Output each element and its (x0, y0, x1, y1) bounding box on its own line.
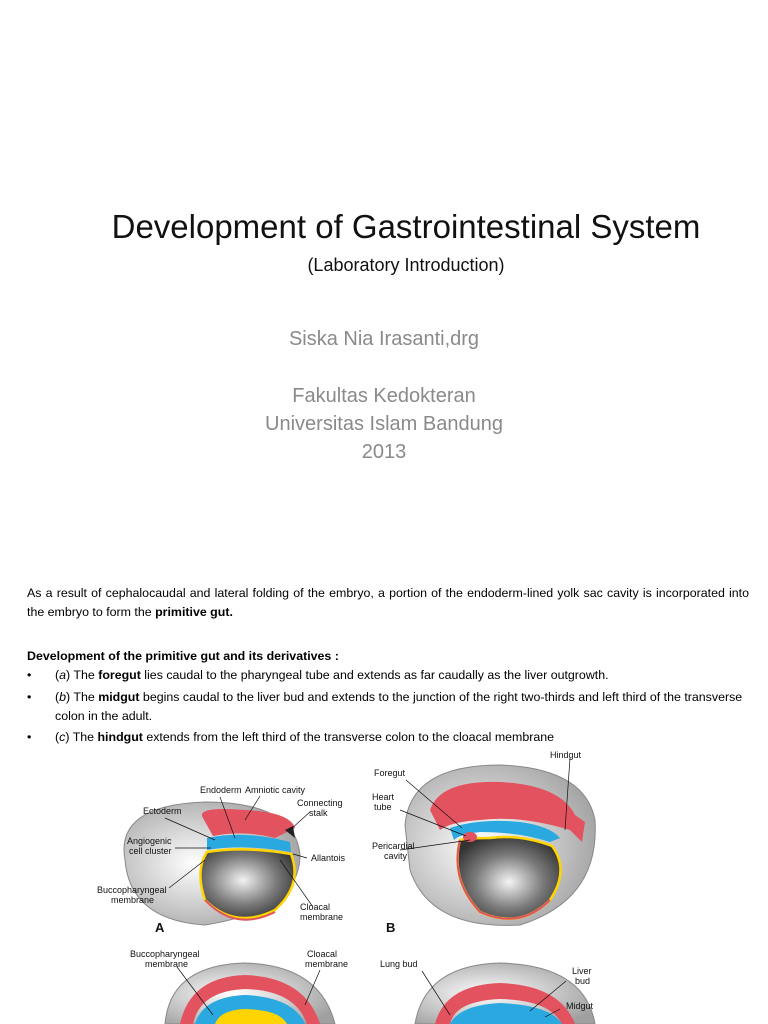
section-heading: Development of the primitive gut and its derivatives : (27, 649, 339, 663)
figure-a (95, 760, 365, 940)
figure-c (95, 945, 365, 1024)
bullet-text: extends from the left third of the transverse colon to the cloacal membrane (142, 730, 555, 744)
label-cloacal-membrane: membrane (305, 959, 349, 969)
bullet-text: begins caudal to the liver bud and extends to the junction of the right two-thirds and left third of the transverse colon in the adult. (55, 690, 743, 723)
label-connecting: Connecting (297, 798, 343, 808)
paren: ( (55, 668, 60, 682)
figure-d (370, 945, 610, 1024)
bullet-letter: a (59, 668, 67, 682)
intro-paragraph (27, 584, 749, 622)
label-tube: tube (374, 802, 392, 812)
bullet-text: ) The (66, 668, 99, 682)
label-endoderm: Endoderm (200, 785, 242, 795)
bullet-dot: • (27, 690, 32, 704)
label-stalk: stalk (309, 808, 328, 818)
label-buccopharyngeal: Buccopharyngeal (97, 885, 167, 895)
slide-title: Development of Gastrointestinal System (111, 208, 701, 245)
paren: ( (55, 690, 60, 704)
paren: ( (55, 730, 60, 744)
bullet-term: hindgut (97, 730, 143, 744)
label-liver: Liver (572, 966, 592, 976)
label-angiogenic: Angiogenic (127, 836, 172, 846)
faculty-name: Fakultas Kedokteran (292, 385, 476, 407)
intro-bold: primitive gut. (155, 605, 233, 619)
label-hindgut: Hindgut (550, 750, 582, 760)
slide-subtitle: (Laboratory Introduction) (307, 255, 505, 275)
label-lung-bud: Lung bud (380, 959, 418, 969)
label-cloacal: Cloacal (300, 902, 331, 912)
label-foregut: Foregut (374, 768, 406, 778)
bullet-dot: • (27, 730, 32, 744)
figure-letter-b: B (386, 920, 396, 935)
label-ectoderm: Ectoderm (143, 806, 182, 816)
bullet-letter: c (59, 730, 66, 744)
label-cloacal-membrane: membrane (300, 912, 344, 922)
bullet-hindgut (27, 728, 749, 747)
label-heart: Heart (372, 792, 395, 802)
label-membrane: membrane (111, 895, 155, 905)
label-midgut: Midgut (566, 1001, 594, 1011)
bullet-midgut (27, 688, 749, 726)
amnion-shape (202, 809, 295, 838)
figure-b (370, 750, 610, 940)
bullet-foregut (27, 666, 749, 685)
bullet-dot: • (27, 668, 32, 682)
author-name: Siska Nia Irasanti,drg (288, 328, 480, 350)
label-cloacal: Cloacal (307, 949, 338, 959)
intro-text: As a result of cephalocaudal and lateral folding of the embryo, a portion of the endoderm-lined yolk sac cavity is incorporated into the embryo to form the (27, 586, 749, 619)
bullet-term: foregut (98, 668, 141, 682)
label-pericardial-cavity: cavity (384, 851, 408, 861)
label-pericardial: Pericardial (372, 841, 415, 851)
year: 2013 (361, 441, 407, 463)
bullet-text: ) The (65, 730, 98, 744)
label-amniotic-cavity: Amniotic cavity (245, 785, 306, 795)
label-membrane: membrane (145, 959, 189, 969)
bullet-text: ) The (66, 690, 99, 704)
bullet-term: midgut (98, 690, 140, 704)
label-buccopharyngeal: Buccopharyngeal (130, 949, 200, 959)
university-name: Universitas Islam Bandung (265, 413, 503, 435)
label-bud: bud (575, 976, 591, 986)
bullet-letter: b (59, 690, 67, 704)
content-slide (0, 560, 768, 1024)
figure-letter-a: A (155, 920, 165, 935)
bullet-text: lies caudal to the pharyngeal tube and extends as far caudally as the liver outgrowth. (140, 668, 609, 682)
label-cell-cluster: cell cluster (129, 846, 172, 856)
label-allantois: Allantois (311, 853, 346, 863)
